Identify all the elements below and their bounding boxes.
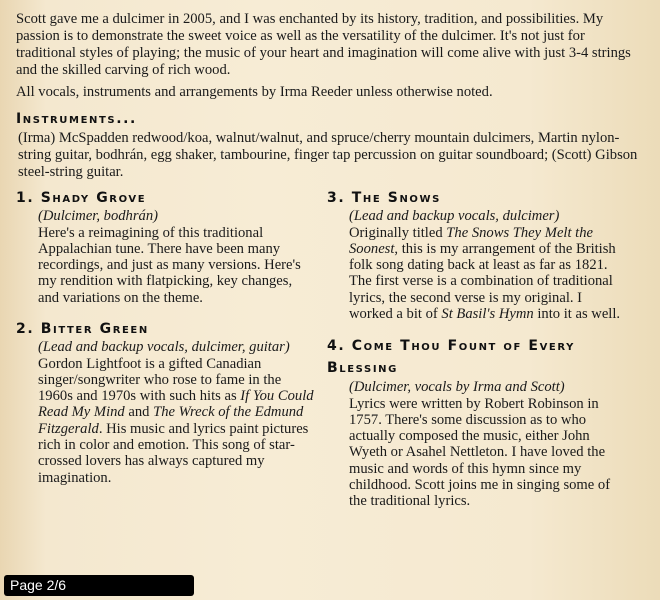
song-credits: (Dulcimer, vocals by Irma and Scott): [349, 379, 565, 395]
page-indicator[interactable]: Page 2/6: [4, 575, 194, 596]
song-description: Lyrics were written by Robert Robinson in 1757. There's some discussion as to who actually composed the music, either John Wyeth or Asahel Nettleton. I have loved the music and words of this hymn since my childhood. Scott joins me in singing some of the traditional lyrics.: [349, 395, 611, 510]
credit-line: All vocals, instruments and arrangements by Irma Reeder unless otherwise noted.: [16, 84, 493, 100]
song-description: Originally titled The Snows They Melt the Soonest, this is my arrangement of the British folk song dating back at least as far as 1821. The first verse is a combination of traditional lyrics, the second verse is my original. I worked a bit of St Basil's Hymn into it as well.: [349, 224, 621, 323]
song-title: 1. Shady Grove: [16, 190, 147, 206]
song-title-ref: If You Could Read My Mind: [38, 388, 314, 421]
instruments-list: (Irma) McSpadden redwood/koa, walnut/walnut, and spruce/cherry mountain dulcimers, Martin nylon-string guitar, bodhrán, egg shaker, tambourine, finger tap percussion on guitar soundboard; (Scott) Gibson steel-string guitar.: [18, 130, 638, 180]
song-title-ref: The Snows They Melt the Soonest: [349, 224, 594, 257]
song-shady-grove: [16, 188, 316, 306]
song-title: 2. Bitter Green: [16, 321, 149, 337]
song-credits: (Lead and backup vocals, dulcimer): [349, 208, 560, 224]
song-description: Gordon Lightfoot is a gifted Canadian singer/songwriter who rose to fame in the 1960s and 1970s with such hits as If You Could Read My Mind and The Wreck of the Edmund Fitzgerald. His music and lyrics paint pictures rich in color and emotion. This song of star-crossed lovers has always captured my imagination.: [38, 355, 314, 486]
song-credits: (Dulcimer, bodhrán): [38, 208, 158, 224]
song-title-ref: The Wreck of the Edmund Fitzgerald: [38, 404, 304, 437]
song-credits: (Lead and backup vocals, dulcimer, guitar): [38, 339, 290, 355]
song-title: 3. The Snows: [327, 190, 441, 206]
intro-paragraph: Scott gave me a dulcimer in 2005, and I was enchanted by its history, tradition, and possibilities. My passion is to demonstrate the sweet voice as well as the versatility of the dulcimer. It's not just for traditional styles of playing; the music of your heart and imagination will come alive with just 3-4 strings and the skilled carving of rich wood.: [16, 11, 631, 78]
song-title: 4. Come Thou Fount of Every Blessing: [327, 338, 575, 376]
song-title-ref: St Basil's Hymn: [441, 306, 534, 323]
instruments-heading: Instruments...: [16, 111, 137, 127]
song-the-snows: [327, 188, 627, 322]
song-description: Here's a reimagining of this traditional Appalachian tune. There have been many recordings, and just as many versions. Here's my rendition with flatpicking, key changes, and variations on the theme.: [38, 224, 301, 306]
song-come-thou-fount: [327, 335, 627, 510]
song-bitter-green: [16, 319, 316, 486]
